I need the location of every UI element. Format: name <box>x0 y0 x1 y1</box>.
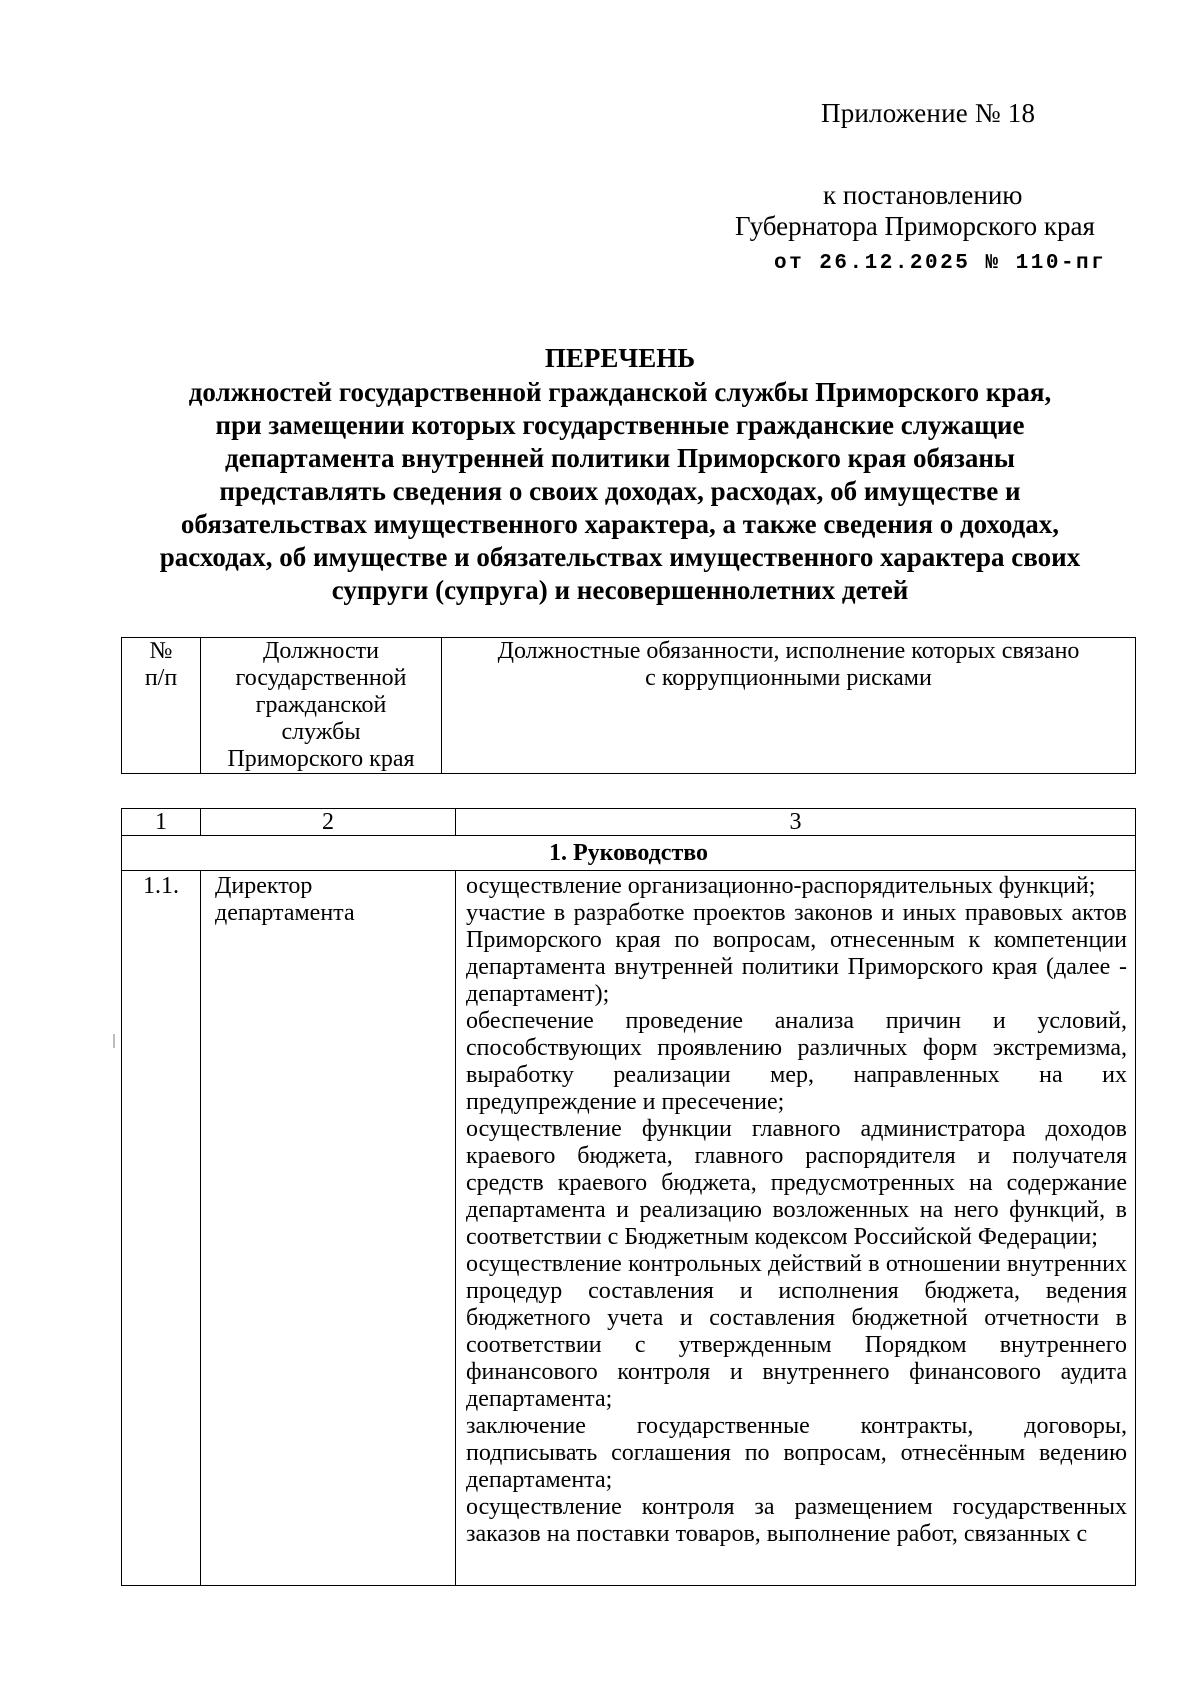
document-date-number: от 26.12.2025 № 110-пг <box>774 252 1107 275</box>
section-row <box>122 836 1136 871</box>
duty-item: осуществление контрольных действий в отношении внутренних процедур составления и исполнения бюджета, ведения бюджетного учета и составления бюджетной отчетности в соответствии с утвержденным Порядком внутреннего финансового контроля и внутреннего финансового аудита департамента; <box>466 1251 1127 1412</box>
header-position-text: Должности государственной гражданской службы Приморского края <box>227 638 415 772</box>
header-cell-duties <box>442 638 1136 774</box>
document-title <box>100 342 1140 607</box>
header-cell-position <box>201 638 442 774</box>
table-header-row <box>122 638 1136 774</box>
to-resolution-label: к постановлению <box>823 180 1023 210</box>
duty-item: заключение государственные контракты, договоры, подписывать соглашения по вопросам, отнесённым ведению департамента; <box>466 1413 1127 1493</box>
column-number: 2 <box>201 809 456 836</box>
header-duties-text: Должностные обязанности, исполнение которых связано с коррупционными рисками <box>497 638 1080 691</box>
row-position-text: Директор департамента <box>215 873 355 926</box>
header-number-text: № п/п <box>144 638 178 691</box>
duty-item: осуществление контроля за размещением государственных заказов на поставки товаров, выполнение работ, связанных с <box>466 1494 1127 1547</box>
title-line: при замещении которых государственные гражданские служащие <box>215 410 1025 440</box>
duty-item: участие в разработке проектов законов и иных правовых актов Приморского края по вопросам, отнесенным к компетенции департамента внутренней политики Приморского края (далее - департамент); <box>466 900 1127 1007</box>
section-title: 1. Руководство <box>122 836 1136 871</box>
column-number-row <box>122 809 1136 836</box>
duty-item: осуществление функции главного администратора доходов краевого бюджета, главного распорядителя и получателя средств краевого бюджета, предусмотренных на содержание департамента и реализацию возложенных на него функций, в соответствии с Бюджетным кодексом Российской Федерации; <box>466 1116 1127 1250</box>
table-body <box>121 808 1136 1586</box>
scan-artifact <box>113 1034 115 1048</box>
title-line: обязательствах имущественного характера, а также сведения о доходах, <box>180 509 1060 539</box>
title-line: супруги (супруга) и несовершеннолетних детей <box>331 575 909 605</box>
governor-label: Губернатора Приморского края <box>735 211 1095 241</box>
column-number: 1 <box>122 809 201 836</box>
title-line: департамента внутренней политики Приморского края обязаны <box>225 443 1015 473</box>
title-main: ПЕРЕЧЕНЬ <box>544 343 696 373</box>
column-number: 3 <box>456 809 1136 836</box>
title-line: представлять сведения о своих доходах, расходах, об имуществе и <box>219 476 1021 506</box>
table-row <box>122 871 1136 1586</box>
row-position <box>201 871 456 1586</box>
duty-item: обеспечение проведение анализа причин и условий, способствующих проявлению различных форм экстремизма, выработку реализации мер, направленных на их предупреждение и пресечение; <box>466 1008 1127 1115</box>
appendix-number: Приложение № 18 <box>821 98 1036 128</box>
row-duties <box>456 871 1136 1586</box>
title-line: должностей государственной гражданской службы Приморского края, <box>188 377 1052 407</box>
row-number: 1.1. <box>122 871 201 1586</box>
title-line: расходах, об имуществе и обязательствах имущественного характера своих <box>159 542 1081 572</box>
header-cell-number <box>122 638 201 774</box>
table-header <box>121 637 1136 774</box>
duty-item: осуществление организационно-распорядительных функций; <box>466 873 1096 899</box>
